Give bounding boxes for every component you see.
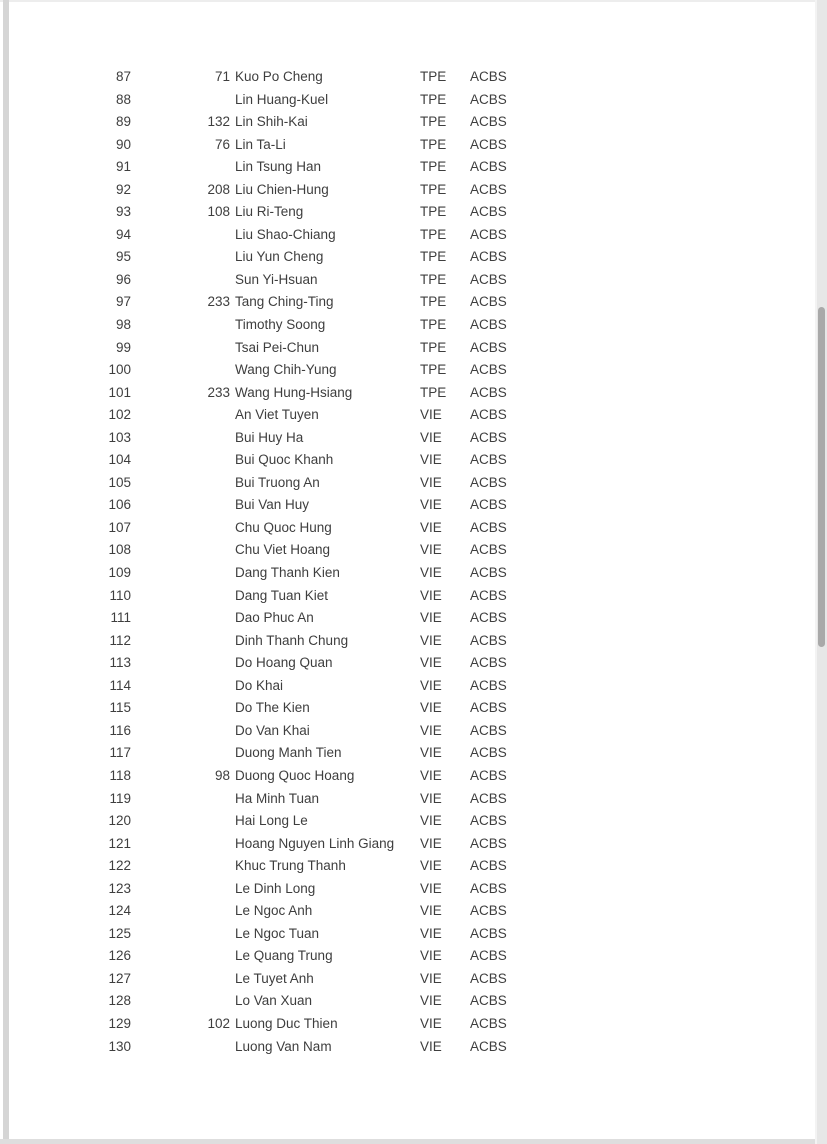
country-cell: TPE [420,114,447,130]
name-cell: Wang Chih-Yung [235,362,337,378]
rank-cell: 112 [109,632,131,648]
federation-cell: ACBS [470,362,507,378]
country-cell: TPE [420,69,447,84]
country-cell: VIE [420,587,442,603]
table-row [0,945,560,968]
name-cell: Do Khai [235,677,284,693]
rank-cell: 125 [108,925,131,941]
federation-cell: ACBS [470,767,507,783]
rank-cell: 107 [108,519,131,535]
table-row [0,788,560,811]
rank-cell: 105 [108,474,131,490]
table-row [0,359,560,382]
country-cell: VIE [420,993,442,1009]
table-row [0,652,560,675]
table-row [0,990,560,1013]
scrollbar-track[interactable] [815,0,827,1144]
rank-cell: 89 [115,114,131,130]
federation-cell: ACBS [470,993,507,1009]
name-cell: Le Tuyet Anh [235,970,314,986]
table-row [0,134,560,157]
country-cell: VIE [420,610,442,626]
table-row [0,269,560,292]
federation-cell: ACBS [470,722,507,738]
table-row [0,472,560,495]
scrollbar-thumb[interactable] [818,307,825,647]
name-cell: Lin Shih-Kai [235,114,308,130]
federation-cell: ACBS [470,519,507,535]
federation-cell: ACBS [470,136,507,152]
federation-cell: ACBS [470,610,507,626]
name-cell: Lin Ta-Li [235,136,286,152]
country-cell: VIE [420,835,442,851]
rank-cell: 115 [109,700,131,716]
rank-cell: 121 [108,835,131,851]
table-row [0,111,560,134]
name-cell: Dang Thanh Kien [235,565,340,581]
federation-cell: ACBS [470,587,507,603]
rank-cell: 100 [108,362,131,378]
table-row [0,968,560,991]
country-cell: VIE [420,565,442,581]
name-cell: Luong Duc Thien [235,1015,338,1031]
federation-cell: ACBS [470,790,507,806]
rank-cell: 87 [115,69,131,84]
federation-cell: ACBS [470,655,507,671]
country-cell: VIE [420,880,442,896]
country-cell: TPE [420,384,447,400]
table-row [0,585,560,608]
name-cell: Ha Minh Tuan [235,790,320,806]
rank-cell: 123 [108,880,131,896]
country-cell: VIE [420,474,442,490]
rank-cell: 110 [109,587,131,603]
federation-cell: ACBS [470,925,507,941]
table-row [0,382,560,405]
name-cell: Khuc Trung Thanh [235,858,346,874]
name-cell: Hai Long Le [235,813,308,829]
rank-cell: 88 [115,91,131,107]
federation-cell: ACBS [470,813,507,829]
country-cell: VIE [420,767,442,783]
federation-cell: ACBS [470,677,507,693]
rank-cell: 113 [109,655,131,671]
federation-cell: ACBS [470,249,507,265]
table-row [0,156,560,179]
name-cell: Wang Hung-Hsiang [235,384,353,400]
table-row [0,224,560,247]
country-cell: TPE [420,339,447,355]
name-cell: Sun Yi-Hsuan [235,271,318,287]
rank-cell: 109 [108,565,131,581]
name-cell: Bui Truong An [235,474,320,490]
rank-cell: 101 [108,384,131,400]
federation-cell: ACBS [470,858,507,874]
name-cell: Do Van Khai [235,722,310,738]
name-cell: Chu Viet Hoang [235,542,331,558]
table-row [0,427,560,450]
table-row [0,314,560,337]
table-row [0,494,560,517]
table-row [0,89,560,112]
country-cell: TPE [420,249,447,265]
country-cell: TPE [420,317,447,333]
rank-cell: 102 [108,407,131,423]
name-cell: Tsai Pei-Chun [235,339,320,355]
federation-cell: ACBS [470,880,507,896]
rank-cell: 93 [115,204,131,220]
country-cell: VIE [420,925,442,941]
seed-cell: 108 [207,204,230,220]
table-row [0,517,560,540]
seed-cell: 102 [207,1015,230,1031]
seed-cell: 76 [214,136,230,152]
table-row [0,1013,560,1036]
rank-cell: 90 [115,136,131,152]
federation-cell: ACBS [470,835,507,851]
table-row [0,607,560,630]
federation-cell: ACBS [470,226,507,242]
page-left-edge [3,0,9,1144]
table-row [0,923,560,946]
seed-cell: 98 [214,767,230,783]
rank-cell: 127 [108,970,131,986]
country-cell: VIE [420,903,442,919]
rank-cell: 106 [108,497,131,513]
name-cell: Bui Quoc Khanh [235,452,334,468]
country-cell: VIE [420,948,442,964]
federation-cell: ACBS [470,903,507,919]
rank-cell: 104 [108,452,131,468]
name-cell: Bui Van Huy [235,497,310,513]
rank-cell: 97 [115,294,131,310]
federation-cell: ACBS [470,745,507,761]
table-row [0,179,560,202]
rank-cell: 118 [109,767,131,783]
name-cell: Do The Kien [235,700,310,716]
country-cell: VIE [420,745,442,761]
table-row [0,201,560,224]
table-row [0,878,560,901]
country-cell: VIE [420,813,442,829]
page-top-edge [0,0,827,2]
rank-cell: 94 [115,226,131,242]
rank-cell: 99 [115,339,131,355]
country-cell: VIE [420,700,442,716]
name-cell: Lo Van Xuan [235,993,313,1009]
rank-cell: 119 [109,790,131,806]
page-bottom-edge [0,1139,827,1144]
table-row [0,562,560,585]
federation-cell: ACBS [470,159,507,175]
name-cell: Timothy Soong [235,317,326,333]
country-cell: VIE [420,677,442,693]
name-cell: Le Ngoc Tuan [235,925,320,941]
name-cell: Le Ngoc Anh [235,903,313,919]
federation-cell: ACBS [470,497,507,513]
name-cell: Tang Ching-Ting [235,294,334,310]
country-cell: VIE [420,858,442,874]
rank-cell: 111 [110,610,131,626]
rank-cell: 129 [108,1015,131,1031]
country-cell: TPE [420,362,447,378]
federation-cell: ACBS [470,948,507,964]
federation-cell: ACBS [470,1015,507,1031]
table-row [0,810,560,833]
name-cell: Le Dinh Long [235,880,316,896]
seed-cell: 208 [207,181,230,197]
table-row [0,404,560,427]
country-cell: VIE [420,790,442,806]
country-cell: TPE [420,181,447,197]
country-cell: VIE [420,970,442,986]
federation-cell: ACBS [470,970,507,986]
seed-cell: 71 [214,69,230,84]
name-cell: Lin Huang-Kuel [235,91,329,107]
name-cell: Le Quang Trung [235,948,333,964]
rank-cell: 128 [108,993,131,1009]
name-cell: Chu Quoc Hung [235,519,332,535]
country-cell: VIE [420,497,442,513]
federation-cell: ACBS [470,700,507,716]
rank-cell: 116 [109,722,131,738]
country-cell: TPE [420,271,447,287]
rank-cell: 124 [108,903,131,919]
rank-cell: 95 [115,249,131,265]
name-cell: Luong Van Nam [235,1038,332,1054]
table-row [0,900,560,923]
rank-cell: 91 [115,159,131,175]
name-cell: Do Hoang Quan [235,655,333,671]
table-row [0,539,560,562]
name-cell: Bui Huy Ha [235,429,304,445]
federation-cell: ACBS [470,452,507,468]
country-cell: TPE [420,204,447,220]
country-cell: VIE [420,429,442,445]
federation-cell: ACBS [470,204,507,220]
name-cell: Liu Yun Cheng [235,249,324,265]
table-row [0,1036,560,1059]
table-row [0,675,560,698]
country-cell: TPE [420,294,447,310]
name-cell: Lin Tsung Han [235,159,322,175]
federation-cell: ACBS [470,91,507,107]
rank-cell: 108 [108,542,131,558]
name-cell: Duong Manh Tien [235,745,342,761]
table-row [0,742,560,765]
name-cell: Dang Tuan Kiet [235,587,329,603]
country-cell: VIE [420,452,442,468]
country-cell: TPE [420,226,447,242]
federation-cell: ACBS [470,114,507,130]
seed-cell: 132 [207,114,230,130]
rank-cell: 117 [109,745,131,761]
federation-cell: ACBS [470,429,507,445]
federation-cell: ACBS [470,271,507,287]
seed-cell: 233 [207,384,230,400]
country-cell: VIE [420,407,442,423]
name-cell: Liu Chien-Hung [235,181,329,197]
table-row [0,630,560,653]
table-row [0,66,560,89]
table-row [0,833,560,856]
name-cell: Hoang Nguyen Linh Giang [235,835,395,851]
name-cell: Liu Shao-Chiang [235,226,336,242]
country-cell: VIE [420,655,442,671]
rank-cell: 103 [108,429,131,445]
country-cell: VIE [420,722,442,738]
country-cell: VIE [420,1015,442,1031]
rank-cell: 122 [108,858,131,874]
rank-cell: 130 [108,1038,131,1054]
federation-cell: ACBS [470,407,507,423]
federation-cell: ACBS [470,294,507,310]
country-cell: VIE [420,632,442,648]
federation-cell: ACBS [470,317,507,333]
country-cell: TPE [420,136,447,152]
rank-cell: 98 [115,317,131,333]
table-row [0,337,560,360]
name-cell: Dinh Thanh Chung [235,632,349,648]
table-row [0,855,560,878]
rank-cell: 120 [108,813,131,829]
table-row [0,246,560,269]
country-cell: VIE [420,519,442,535]
name-cell: An Viet Tuyen [235,407,319,423]
player-table [0,66,560,1058]
country-cell: VIE [420,1038,442,1054]
country-cell: VIE [420,542,442,558]
seed-cell: 233 [207,294,230,310]
federation-cell: ACBS [470,632,507,648]
federation-cell: ACBS [470,542,507,558]
rank-cell: 92 [115,181,131,197]
federation-cell: ACBS [470,339,507,355]
federation-cell: ACBS [470,69,507,84]
federation-cell: ACBS [470,565,507,581]
table-row [0,720,560,743]
table-row [0,291,560,314]
federation-cell: ACBS [470,1038,507,1054]
name-cell: Duong Quoc Hoang [235,767,355,783]
table-row [0,449,560,472]
federation-cell: ACBS [470,181,507,197]
federation-cell: ACBS [470,474,507,490]
rank-cell: 96 [115,271,131,287]
table-row [0,765,560,788]
name-cell: Dao Phuc An [235,610,314,626]
country-cell: TPE [420,91,447,107]
federation-cell: ACBS [470,384,507,400]
rank-cell: 114 [109,677,131,693]
name-cell: Liu Ri-Teng [235,204,304,220]
country-cell: TPE [420,159,447,175]
name-cell: Kuo Po Cheng [235,69,323,84]
rank-cell: 126 [108,948,131,964]
table-row [0,697,560,720]
